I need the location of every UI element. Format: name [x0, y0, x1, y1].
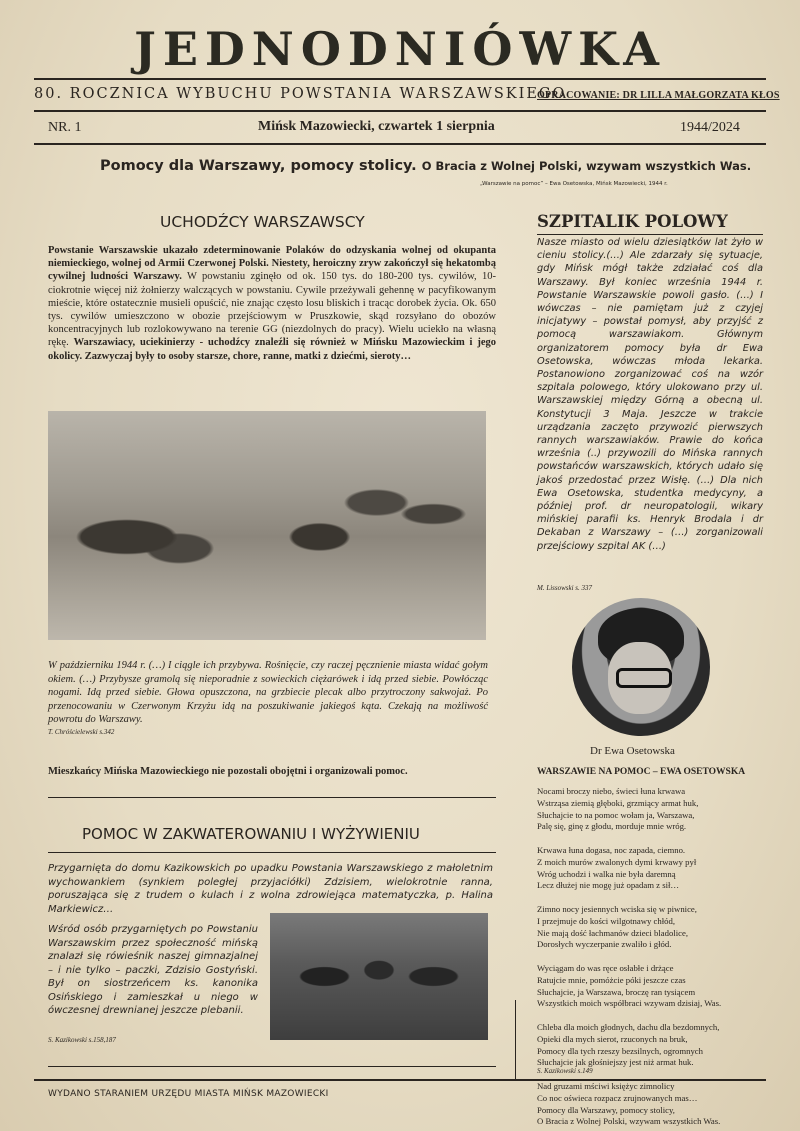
motto-tail: O Bracia z Wolnej Polski, wzywam wszystkich Was. — [421, 159, 752, 173]
motto-main: Pomocy dla Warszawy, pomocy stolicy. — [100, 158, 417, 174]
poem-line: Słuchajcie jak głośniejszy jest niż armat huk. — [537, 1057, 694, 1068]
poem-stanza — [537, 963, 767, 1010]
poem-title: WARSZAWIE NA POMOC – EWA OSETOWSKA — [537, 767, 746, 777]
portrait-caption: Dr Ewa Osetowska — [590, 745, 675, 757]
closing-line: Mieszkańcy Mińska Mazowieckiego nie pozostali obojętni i organizowali pomoc. — [48, 766, 408, 777]
poem-line: Wstrząsa ziemią głęboki, grzmiący armat huk, — [537, 797, 699, 808]
motto — [100, 158, 752, 174]
portrait-photo — [572, 598, 710, 736]
pomoc-rule — [48, 852, 496, 853]
refugees-photo — [48, 411, 486, 640]
poem-line: Palę się, ginę z głodu, morduje mnie wróg. — [537, 821, 687, 832]
issue-number: NR. 1 — [48, 120, 82, 135]
poem-line: Krwawa łuna dogasa, noc zapada, ciemno. — [537, 844, 686, 855]
szpitalik-rule — [537, 234, 763, 235]
footer-publisher: WYDANO STARANIEM URZĘDU MIASTA MIŃSK MAZOWIECKI — [48, 1089, 329, 1099]
poem-line: Dorosłych wyczerpanie zwaliło i głód. — [537, 939, 672, 950]
poem-line: I przejmuje do kości wilgotnawy chłód, — [537, 915, 676, 926]
lead-bold: Powstanie Warszawskie ukazało zdeterminowanie Polaków do odzyskania wolnej od okupanta niemieckiego, wolnej od Armii Czerwonej Polski. Niestety, heroiczny zryw zakończył się hekatombą cywilnej ludności Warszawy. — [48, 245, 496, 283]
section-heading-uchodzcy: UCHODŹCY WARSZAWSCY — [160, 213, 365, 231]
poem-line: Nad gruzami mściwi księżyc zimnolicy — [537, 1080, 675, 1091]
poem-line: Co noc oświeca rozpacz zrujnowanych mas… — [537, 1092, 698, 1103]
poem-line: Chleba dla moich głodnych, dachu dla bezdomnych, — [537, 1021, 720, 1032]
group-photo — [270, 913, 488, 1040]
quote-source: T. Chróścielewski s.342 — [48, 728, 115, 736]
lead-text: W powstaniu zginęło od ok. 150 tys. do 180-200 tys. cywilów, 10-ciokrotnie więcej niż żołnierzy walczących w powstaniu. Cywile przeżywali gehennę w pacyfikowanym mieście, które ostatecznie musieli opuścić, nie znając często losu bliskich i tracąc dorobek życia. Ok. 650 tys. cywilów umieszczono w obozie przejściowym w Pruszkowie, skąd rozsyłano do obozów koncentracyjnych lub rozlokowywano na terenie GG (niezdolnych do pracy). Wielu uciekło na własną rękę. — [48, 271, 496, 349]
masthead-rule-top — [34, 78, 766, 80]
left-bottom-rule — [48, 1066, 496, 1067]
pomoc-paragraph-1: Przygarnięta do domu Kazikowskich po upadku Powstania Warszawskiego z małoletnim wychowankiem (synkiem poległej przyjaciółki) Zdzisiem, wielokrotnie ranna, poruszająca się z trudem o kulach i z wolna zdrowiejąca matematyczka, p. Halina Markiewicz… — [48, 863, 493, 915]
poem-stanza — [537, 1022, 767, 1069]
poem-line: Nocami broczy niebo, świeci łuna krwawa — [537, 786, 686, 796]
pomoc-source: S. Kazikowski s.158,187 — [48, 1036, 116, 1044]
poem-line: Lecz dłużej nie mogę już opadam z sił… — [537, 880, 680, 891]
poem-stanza — [537, 786, 767, 833]
poem-source: S. Kazikowski s.149 — [537, 1067, 593, 1075]
poem-line: Zimno nocy jesiennych wciska się w piwnice, — [537, 903, 697, 914]
masthead-rule-bottom — [34, 143, 766, 145]
place-date: Mińsk Mazowiecki, czwartek 1 sierpnia — [258, 119, 495, 134]
quote-chroscielewski: W październiku 1944 r. (…) I ciągle ich przybywa. Rośnięcie, czy raczej pęcznienie miasta widać gołym okiem. (…) Przybysze gramolą się nieporadnie z sowieckich ciężarówek i idą przed siebie. Powłócząc nogami. Idą przed siebie. Głowa opuszczona, na grzbiecie plecak albo przytroczony sakwojaż. Po przenocowaniu w Czerwonym Krzyżu idą na poszukiwanie jakiegoś kąta. Czekają na możliwość powrotu do Warszawy. — [48, 660, 488, 725]
masthead-title: JEDNODNIÓWKA — [134, 22, 666, 76]
footer-rule — [34, 1079, 766, 1081]
poem-line: O Bracia z Wolnej Polski, wzywam wszystkich Was. — [537, 1116, 721, 1127]
motto-source: „Warszawie na pomoc” – Ewa Osetowska, Mińsk Mazowiecki, 1944 r. — [480, 181, 668, 187]
szpitalik-text: Nasze miasto od wielu dziesiątków lat żyło w cieniu stolicy.(…) Ale zdarzały się sytuacje, gdy Mińsk mógł także zdziałać coś dla Warszawy. Był koniec września 1944 r. Powstanie Warszawskie powoli gasło. (…) I wówczas – nie pamiętam już z czyjej inicjatywy – powstał pomysł, aby przyjść z pomocą warszawiakom. Głównym organizatorem pomocy była dr Ewa Osetowska, wówczas młoda lekarka. Postanowiono zorganizować coś na wzór szpitala polowego, który ulokowano przy ul. Warszawskiej między Górną a obecną ul. Konstytucji 3 Maja. Jeszcze w trakcie urządzania zaczęto przywozić pierwszych rannych warszawiaków. Prawie do końca września (..) przywozili do Mińska rannych powstańców warszawskich, których udało się jakoś przedostać przez Wisłę. (…) Dla nich Ewa Osetowska, studentka medycyny, a później prof. dr neuropatologii, wikary mińskiej parafii ks. Henryk Brodala i dr Dekaban z Warszawy – (…) zorganizowali przejściowy szpital AK (…) — [537, 237, 763, 552]
poem-line: Słuchajcie to na pomoc wołam ja, Warszawa, — [537, 809, 695, 820]
szpitalik-source: M. Lissowski s. 337 — [537, 584, 593, 592]
poem-stanza — [537, 845, 767, 892]
section-heading-szpitalik: SZPITALIK POLOWY — [537, 212, 728, 231]
pomoc-paragraph-2: Wśród osób przygarniętych po Powstaniu Warszawskim przez społeczność mińską znalazł się rówieśnik naszej gimnazjalnej – i nie tylko – paczki, Zdzisio Gostyński. Był on siostrzeńcem ks. kanonika Osińskiego i zamieszkał u niego w ówczesnej drewnianej jeszcze plebanii. — [48, 924, 258, 1016]
poem-line: Wyciągam do was ręce osłabłe i drżące — [537, 962, 674, 973]
poem-line: Nie mają dość łachmanów dzieci bladolice, — [537, 927, 689, 938]
issue-years: 1944/2024 — [680, 120, 740, 135]
portrait-glasses — [616, 668, 672, 688]
poem-line: Pomocy dla tych rzeszy bezsilnych, ogromnych — [537, 1045, 703, 1056]
section-rule — [48, 797, 496, 798]
lead-article — [48, 244, 496, 363]
column-divider — [515, 1000, 516, 1080]
poem-line: Słuchajcie, ja Warszawa, broczę ran tysiącem — [537, 986, 696, 997]
lead-bold-2: Warszawiacy, uciekinierzy - uchodźcy znaleźli się również w Mińsku Mazowieckim i jego okolicy. Zazwyczaj były to osoby starsze, chore, ranne, matki z dziećmi, sieroty… — [48, 337, 496, 362]
poem-line: Pomocy dla Warszawy, pomocy stolicy, — [537, 1104, 675, 1115]
masthead-subtitle: 80. ROCZNICA WYBUCHU POWSTANIA WARSZAWSKIEGO — [34, 86, 567, 102]
masthead-credit: OPRACOWANIE: DR LILLA MAŁGORZATA KŁOS — [537, 90, 780, 101]
poem-stanza — [537, 904, 767, 951]
masthead-rule-mid — [34, 110, 766, 112]
poem-line: Wróg uchodzi i walka nie była daremną — [537, 868, 676, 879]
poem-line: Z moich murów zwalonych dymi krwawy pył — [537, 856, 697, 867]
poem-line: Wszystkich moich współbraci wzywam dzisiaj, Was. — [537, 998, 722, 1009]
poem-line: Ratujcie mnie, pomóżcie póki jeszcze czas — [537, 974, 686, 985]
section-heading-pomoc: POMOC W ZAKWATEROWANIU I WYŻYWIENIU — [82, 825, 420, 843]
poem-line: Opieki dla mych sierot, rzuconych na bruk, — [537, 1033, 688, 1044]
poem-stanza — [537, 1081, 767, 1128]
